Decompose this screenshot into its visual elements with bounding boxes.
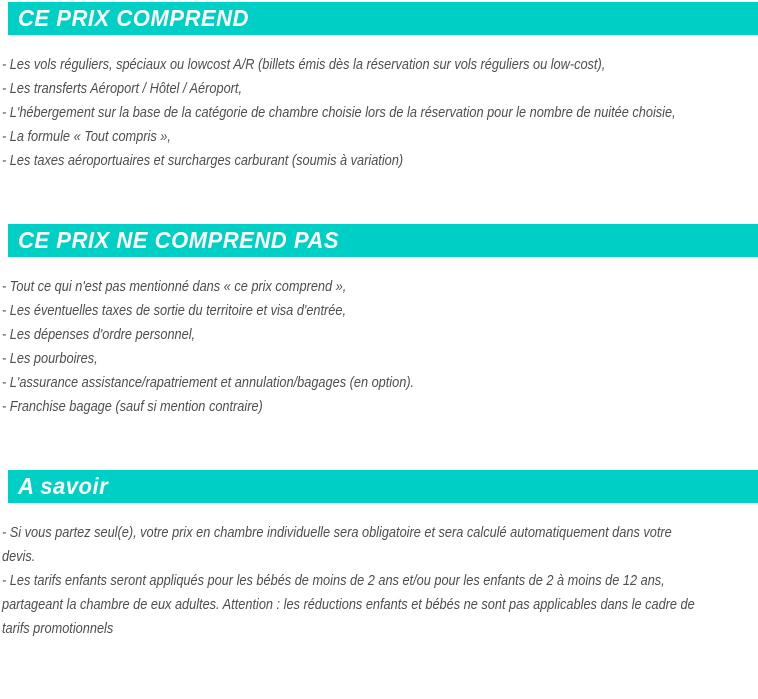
list-item: - L'hébergement sur la base de la catégorie de chambre choisie lors de la réservation pour le nombre de nuitée choisie, bbox=[2, 104, 676, 121]
list-item: - Les éventuelles taxes de sortie du territoire et visa d'entrée, bbox=[2, 302, 347, 319]
list-item: - Franchise bagage (sauf si mention contraire) bbox=[2, 398, 263, 415]
section-title: CE PRIX COMPREND bbox=[18, 5, 249, 31]
list-item: - Les dépenses d'ordre personnel, bbox=[2, 326, 196, 343]
list-item: - L'assurance assistance/rapatriement et annulation/bagages (en option). bbox=[2, 374, 415, 391]
section-body-price-includes bbox=[0, 53, 758, 173]
paragraph-line: partageant la chambre de eux adultes. Attention : les réductions enfants et bébés ne sont pas applicables dans le cadre de bbox=[2, 596, 695, 613]
paragraph-line: tarifs promotionnels bbox=[2, 620, 114, 637]
section-header-price-excludes bbox=[8, 224, 758, 257]
section-body-price-excludes bbox=[0, 275, 758, 419]
list-item: - Les taxes aéroportuaires et surcharges carburant (soumis à variation) bbox=[2, 152, 404, 169]
paragraph-line: - Les tarifs enfants seront appliqués pour les bébés de moins de 2 ans et/ou pour les enfants de 2 à moins de 12 ans, bbox=[2, 572, 665, 589]
section-title: A savoir bbox=[18, 473, 109, 499]
section-price-excludes bbox=[0, 224, 758, 419]
list-item: - Les vols réguliers, spéciaux ou lowcost A/R (billets émis dès la réservation sur vols réguliers ou low-cost), bbox=[2, 56, 606, 73]
section-header-price-includes bbox=[8, 2, 758, 35]
paragraph-line: devis. bbox=[2, 548, 36, 565]
section-good-to-know bbox=[0, 470, 758, 641]
list-item: - Tout ce qui n'est pas mentionné dans « ce prix comprend », bbox=[2, 278, 347, 295]
section-price-includes bbox=[0, 2, 758, 173]
list-item: - Les transferts Aéroport / Hôtel / Aéroport, bbox=[2, 80, 242, 97]
list-item: - La formule « Tout compris », bbox=[2, 128, 171, 145]
list-item: - Les pourboires, bbox=[2, 350, 98, 367]
paragraph-line: - Si vous partez seul(e), votre prix en chambre individuelle sera obligatoire et sera calculé automatiquement dans votre bbox=[2, 524, 672, 541]
section-title: CE PRIX NE COMPREND PAS bbox=[18, 227, 340, 253]
section-body-good-to-know bbox=[0, 521, 758, 641]
section-header-good-to-know bbox=[8, 470, 758, 503]
